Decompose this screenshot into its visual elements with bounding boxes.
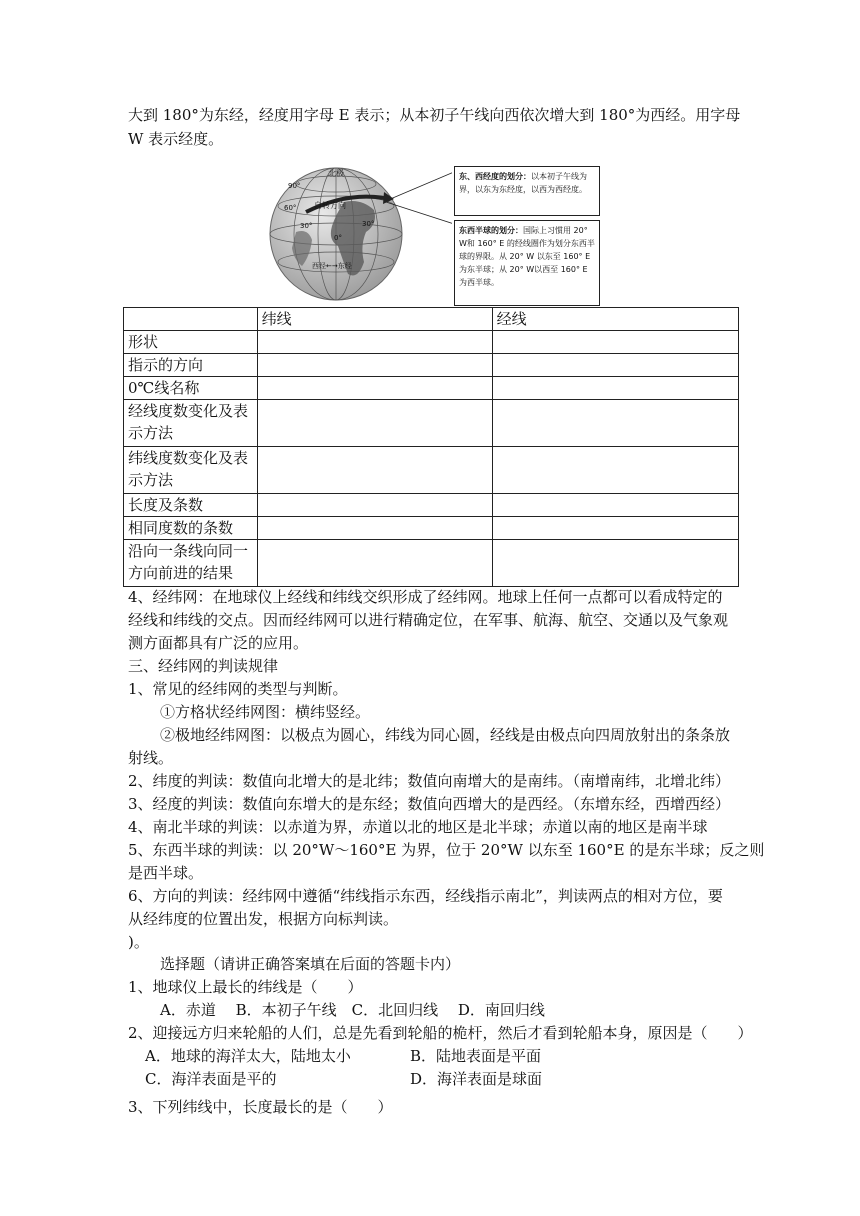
blank-cell xyxy=(492,400,738,447)
question-2-option-b: B．陆地表面是平面 xyxy=(410,1047,542,1065)
lat30-label: 30° xyxy=(300,222,313,230)
table-row xyxy=(124,517,739,540)
blank-cell xyxy=(257,377,492,400)
section-3-heading: 三、经纬网的判读规律 xyxy=(128,657,279,675)
globe-illustration xyxy=(266,162,452,302)
rule-1b-line-2: 射线。 xyxy=(128,749,174,767)
question-3: 3、下列纬线中，长度最长的是（ ） xyxy=(128,1098,393,1116)
rule-1a: ①方格状经纬网图：横纬竖经。 xyxy=(160,703,371,721)
rule-1b-line-1: ②极地经纬网图：以极点为圆心，纬线为同心圆，经线是由极点向四周放射出的条条放 xyxy=(160,726,731,744)
rule-4: 4、南北半球的判读：以赤道为界，赤道以北的地区是北半球；赤道以南的地区是南半球 xyxy=(128,818,708,836)
table-header-row xyxy=(124,308,739,331)
blank-cell xyxy=(492,331,738,354)
question-2-option-c: C．海洋表面是平的 xyxy=(145,1070,277,1088)
lat90-label: 90° xyxy=(288,182,301,190)
callout-2-title: 东西半球的划分： xyxy=(459,226,523,235)
rule-5-line-2: 是西半球。 xyxy=(128,864,204,882)
callout-east-west-longitude xyxy=(454,166,600,216)
blank-cell xyxy=(492,447,738,494)
question-2-option-a: A．地球的海洋太大，陆地太小 xyxy=(145,1047,351,1065)
rotation-label: 自转方向 xyxy=(314,201,346,210)
blank-cell xyxy=(257,400,492,447)
row-label: 长度及条数 xyxy=(124,494,258,517)
intro-line-1: 大到 180°为东经，经度用字母 E 表示；从本初子午线向西依次增大到 180°为西经。用字母 xyxy=(128,106,741,124)
table-header-cell: 经线 xyxy=(492,308,738,331)
intro-line-2: W 表示经度。 xyxy=(128,130,224,148)
rule-6-line-2: 从经纬度的位置出发，根据方向标判读。 xyxy=(128,910,399,928)
table-header-cell xyxy=(124,308,258,331)
table-row xyxy=(124,494,739,517)
table-row xyxy=(124,354,739,377)
callout-1-text: 以本初子午线为界，以东为东经度，以西为西经度。 xyxy=(459,172,587,194)
callout-2-text: 国际上习惯用 20° W和 160° E 的经线圈作为划分东西半球的界限。从 20° W 以东至 160° E 为东半球；从 20° W以西至 160° E 为西半球。 xyxy=(459,226,595,287)
blank-cell xyxy=(257,447,492,494)
callout-hemisphere-division xyxy=(454,220,600,306)
closing-paren: )。 xyxy=(128,933,149,951)
lon0-label: 0° xyxy=(334,234,342,242)
table-row xyxy=(124,400,739,447)
row-label: 相同度数的条数 xyxy=(124,517,258,540)
blank-cell xyxy=(492,517,738,540)
blank-cell xyxy=(257,331,492,354)
blank-cell xyxy=(492,540,738,587)
paragraph-4-line-3: 测方面都具有广泛的应用。 xyxy=(128,634,309,652)
table-row xyxy=(124,447,739,494)
question-1-options: A．赤道 B．本初子午线 C．北回归线 D．南回归线 xyxy=(160,1001,545,1019)
table-row xyxy=(124,540,739,587)
row-label: 经线度数变化及表示方法 xyxy=(124,400,258,447)
blank-cell xyxy=(257,540,492,587)
table-row xyxy=(124,377,739,400)
table-row xyxy=(124,331,739,354)
rule-3: 3、经度的判读：数值向东增大的是东经；数值向西增大的是西经。（东增东经，西增西经） xyxy=(128,795,731,813)
row-label: 纬线度数变化及表示方法 xyxy=(124,447,258,494)
row-label: 形状 xyxy=(124,331,258,354)
rule-6-line-1: 6、方向的判读：经纬网中遵循“纬线指示东西，经线指示南北”，判读两点的相对方位，要 xyxy=(128,887,723,905)
blank-cell xyxy=(492,354,738,377)
choice-section-title: 选择题（请讲正确答案填在后面的答题卡内） xyxy=(160,955,461,973)
question-1: 1、地球仪上最长的纬线是（ ） xyxy=(128,978,363,996)
row-label: 指示的方向 xyxy=(124,354,258,377)
row-label: 沿向一条线向同一方向前进的结果 xyxy=(124,540,258,587)
lon30-label: 30° xyxy=(362,220,375,228)
rule-5-line-1: 5、东西半球的判读：以 20°W～160°E 为界，位于 20°W 以东至 160°E 的是东半球；反之则 xyxy=(128,841,765,859)
lat60-label: 60° xyxy=(284,204,297,212)
north-pole-label: 北极 xyxy=(328,169,344,178)
blank-cell xyxy=(257,517,492,540)
row-label: 0℃线名称 xyxy=(124,377,258,400)
blank-cell xyxy=(257,494,492,517)
table-header-cell: 纬线 xyxy=(257,308,492,331)
paragraph-4-line-2: 经线和纬线的交点。因而经纬网可以进行精确定位，在军事、航海、航空、交通以及气象观 xyxy=(128,611,729,629)
blank-cell xyxy=(492,377,738,400)
west-east-label: 西经←→东经 xyxy=(312,262,352,270)
rule-2: 2、纬度的判读：数值向北增大的是北纬；数值向南增大的是南纬。（南增南纬，北增北纬） xyxy=(128,772,731,790)
latitude-longitude-comparison-table xyxy=(123,307,739,587)
question-2: 2、迎接远方归来轮船的人们，总是先看到轮船的桅杆，然后才看到轮船本身，原因是（ ） xyxy=(128,1024,753,1042)
paragraph-4-line-1: 4、经纬网：在地球仪上经线和纬线交织形成了经纬网。地球上任何一点都可以看成特定的 xyxy=(128,588,723,606)
blank-cell xyxy=(257,354,492,377)
globe-figure xyxy=(266,162,596,302)
blank-cell xyxy=(492,494,738,517)
callout-1-title: 东、西经度的划分： xyxy=(459,172,531,181)
rule-1: 1、常见的经纬网的类型与判断。 xyxy=(128,680,348,698)
question-2-option-d: D．海洋表面是球面 xyxy=(410,1070,543,1088)
